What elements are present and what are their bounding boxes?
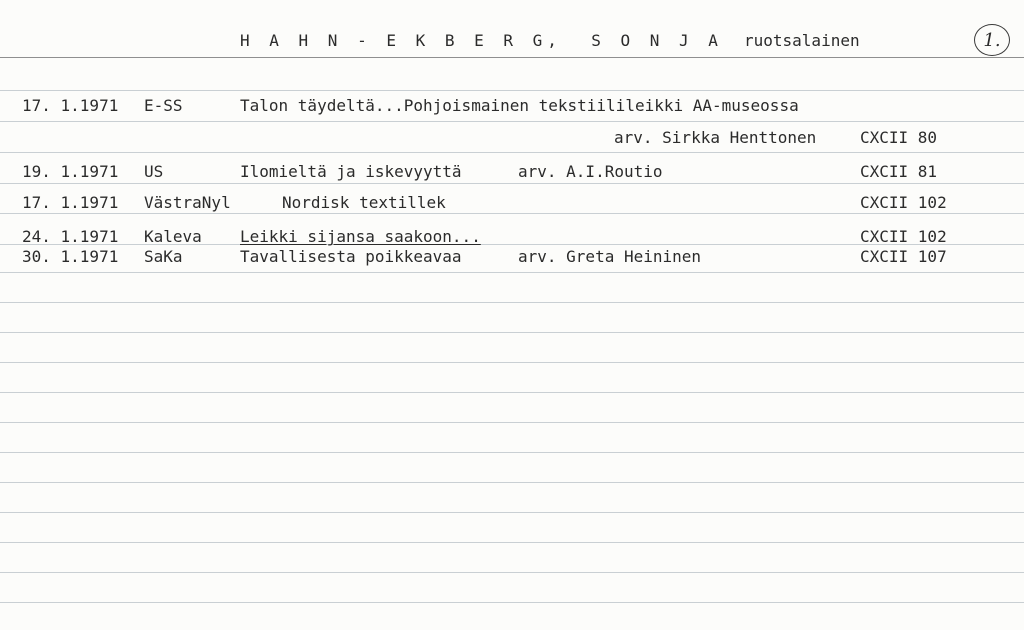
entry-ref: CXCII 80: [860, 128, 938, 147]
entry-ref: CXCII 102: [860, 193, 947, 212]
ruled-line: [0, 482, 1024, 483]
entry-title: Talon täydeltä...Pohjoismainen tekstiilileikki AA-museossa: [240, 96, 799, 115]
entry-title: Tavallisesta poikkeavaa: [240, 247, 462, 266]
header-rule: [0, 57, 1024, 58]
ruled-line: [0, 152, 1024, 153]
entry-date: 30. 1.1971: [22, 247, 119, 266]
ruled-line: [0, 512, 1024, 513]
entry-date: 19. 1.1971: [22, 162, 119, 181]
person-name: H A H N - E K B E R G, S O N J A: [240, 31, 723, 50]
ruled-line: [0, 121, 1024, 122]
ruled-line: [0, 572, 1024, 573]
entry-ref: CXCII 102: [860, 227, 947, 246]
ruled-line: [0, 332, 1024, 333]
entry-date: 24. 1.1971: [22, 227, 119, 246]
nationality: ruotsalainen: [744, 31, 860, 50]
ruled-line: [0, 542, 1024, 543]
entry-date: 17. 1.1971: [22, 193, 119, 212]
ruled-line: [0, 213, 1024, 214]
entry-title: Leikki sijansa saakoon...: [240, 227, 481, 246]
ruled-line: [0, 392, 1024, 393]
ruled-line: [0, 90, 1024, 91]
entry-title: Ilomieltä ja iskevyyttä: [240, 162, 462, 181]
entry-title: Nordisk textillek: [282, 193, 446, 212]
ruled-line: [0, 362, 1024, 363]
entry-paper: Kaleva: [144, 227, 202, 246]
entry-reviewer: arv. A.I.Routio: [518, 162, 663, 181]
entry-ref: CXCII 107: [860, 247, 947, 266]
entry-paper: US: [144, 162, 164, 181]
entry-reviewer: arv. Sirkka Henttonen: [614, 128, 817, 147]
card-number-badge: [974, 24, 1010, 56]
entry-paper: VästraNyl: [144, 193, 231, 212]
ruled-line: [0, 272, 1024, 273]
ruled-line: [0, 422, 1024, 423]
ruled-line: [0, 183, 1024, 184]
ruled-line: [0, 602, 1024, 603]
entry-paper: SaKa: [144, 247, 183, 266]
entry-date: 17. 1.1971: [22, 96, 119, 115]
entry-ref: CXCII 81: [860, 162, 938, 181]
card-number: 1.: [983, 29, 1001, 51]
ruled-line: [0, 452, 1024, 453]
entry-paper: E-SS: [144, 96, 183, 115]
ruled-line: [0, 302, 1024, 303]
entry-reviewer: arv. Greta Heininen: [518, 247, 702, 266]
